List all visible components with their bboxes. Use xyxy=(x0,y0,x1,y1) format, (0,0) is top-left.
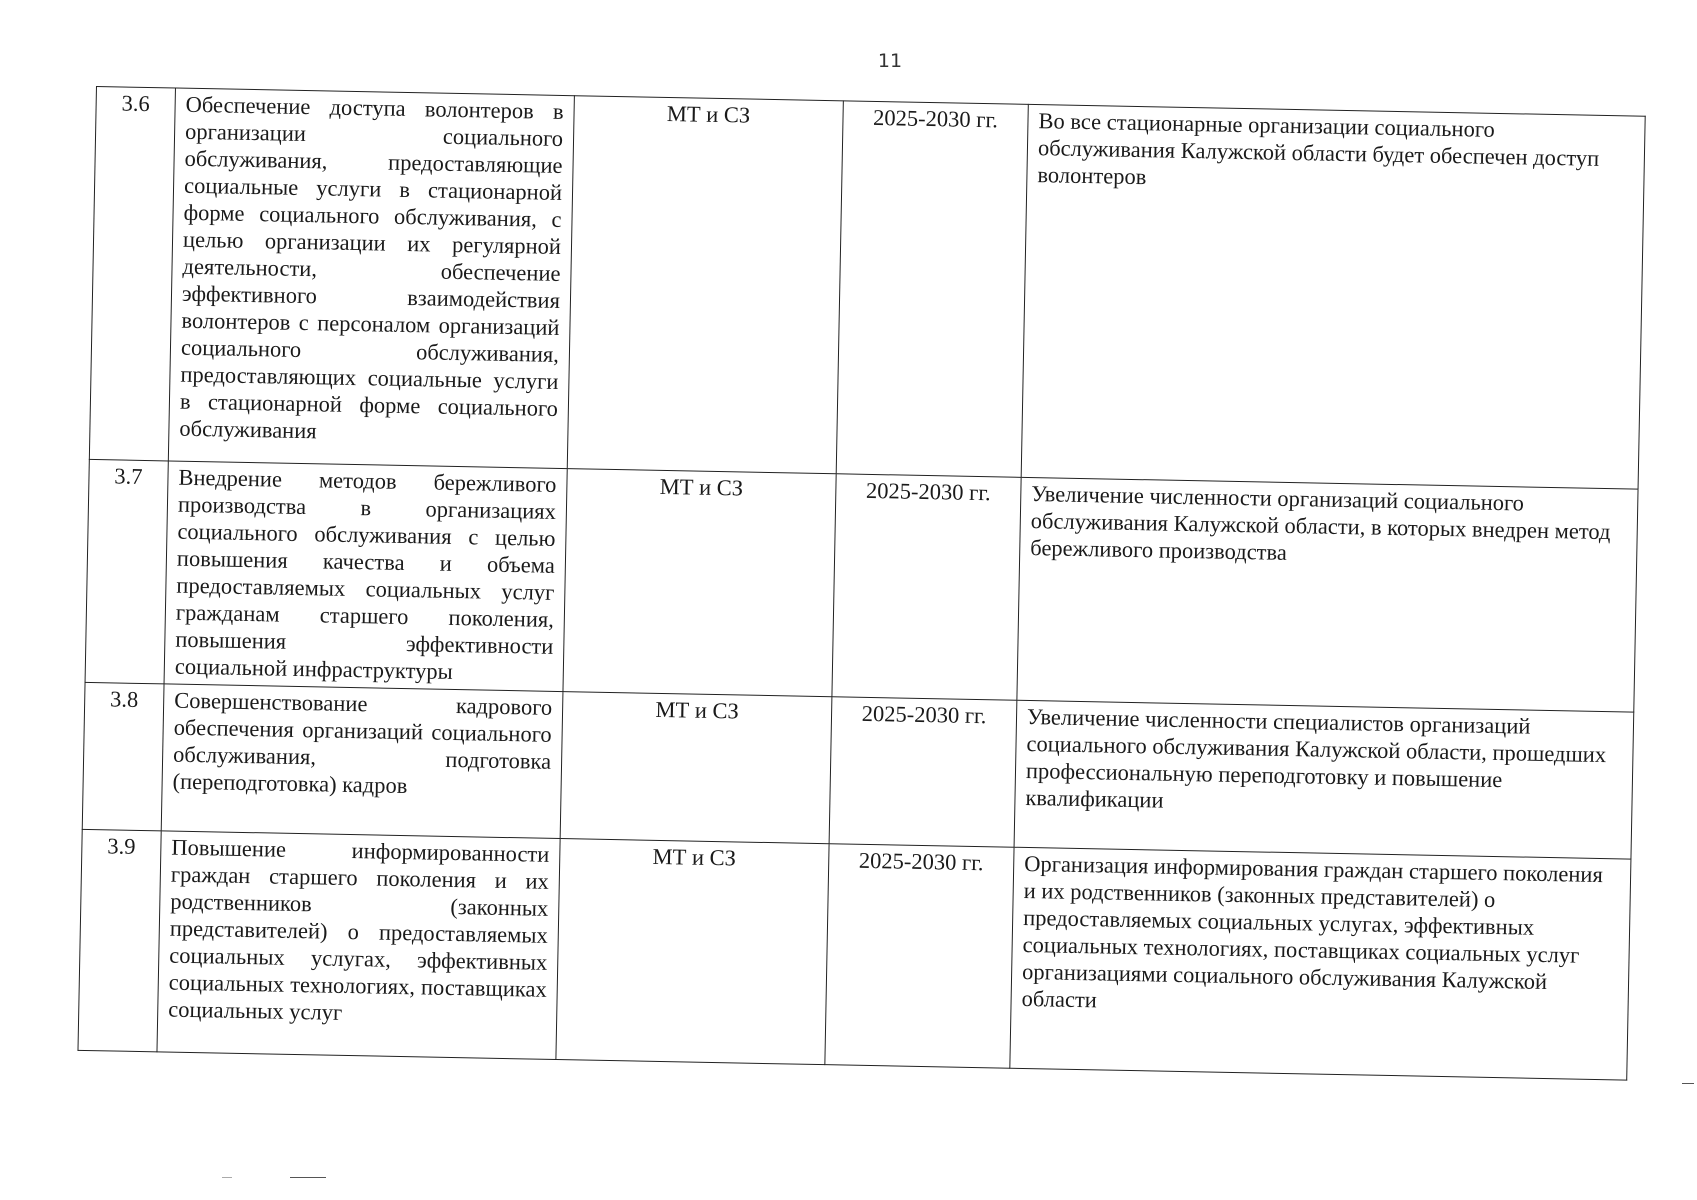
result-cell: Во все стационарные организации социального обслуживания Калужской области будет обеспечен доступ волонтеров xyxy=(1021,104,1645,489)
period-cell: 2025-2030 гг. xyxy=(832,474,1021,701)
result-cell: Увеличение численности организаций социального обслуживания Калужской области, в которых внедрен метод бережливого производства xyxy=(1017,477,1638,712)
scan-artifact xyxy=(222,1177,232,1178)
row-number-cell: 3.6 xyxy=(89,87,175,461)
row-number-cell: 3.8 xyxy=(82,682,164,830)
table-row xyxy=(89,87,1645,490)
action-cell: Повышение информированности граждан старшего поколения и их родственников (законных представителей) о предоставляемых социальных услугах, эффективных социальных технологиях, поставщиках социальных услуг xyxy=(157,831,560,1060)
responsible-cell: МТ и СЗ xyxy=(567,96,843,474)
action-cell: Обеспечение доступа волонтеров в организации социального обслуживания, предоставляющие социальные услуги в стационарной форме социального обслуживания, с целью организации их регулярной деятельности, обеспечение эффективного взаимодействия волонтеров с персоналом организаций социального обслуживания, предоставляющих социальные услуги в стационарной форме социального обслуживания xyxy=(168,88,574,469)
scan-artifact xyxy=(290,1177,326,1178)
result-cell: Увеличение численности специалистов организаций социального обслуживания Калужской области, прошедших профессиональную переподготовку и повышение квалификации xyxy=(1014,700,1634,859)
result-cell: Организация информирования граждан старшего поколения и их родственников (законных представителей) о предоставляемых социальных услугах, эффективных социальных технологиях, поставщиках социальных услуг организациями социального обслуживания Калужской области xyxy=(1010,847,1631,1080)
row-number-cell: 3.9 xyxy=(78,829,161,1051)
action-cell: Внедрение методов бережливого производства в организациях социального обслуживания с целью повышения качества и объема предоставляемых социальных услуг гражданам старшего поколения, повышения эффективности социальной инфраструктуры xyxy=(164,461,567,692)
period-cell: 2025-2030 гг. xyxy=(825,844,1014,1069)
period-cell: 2025-2030 гг. xyxy=(836,101,1028,477)
table-row xyxy=(82,682,1634,859)
period-cell: 2025-2030 гг. xyxy=(829,697,1017,848)
scanned-sheet xyxy=(77,86,1645,1081)
responsible-cell: МТ и СЗ xyxy=(560,692,832,844)
table-row xyxy=(85,459,1638,712)
responsible-cell: МТ и СЗ xyxy=(556,839,829,1065)
row-number-cell: 3.7 xyxy=(85,459,168,683)
action-cell: Совершенствование кадрового обеспечения организаций социального обслуживания, подготовка (переподготовка) кадров xyxy=(161,684,563,839)
scan-artifact xyxy=(1682,1083,1694,1084)
action-plan-table xyxy=(77,86,1645,1081)
responsible-cell: МТ и СЗ xyxy=(563,469,836,697)
page-number: 11 xyxy=(877,50,903,72)
table-row xyxy=(78,829,1631,1080)
